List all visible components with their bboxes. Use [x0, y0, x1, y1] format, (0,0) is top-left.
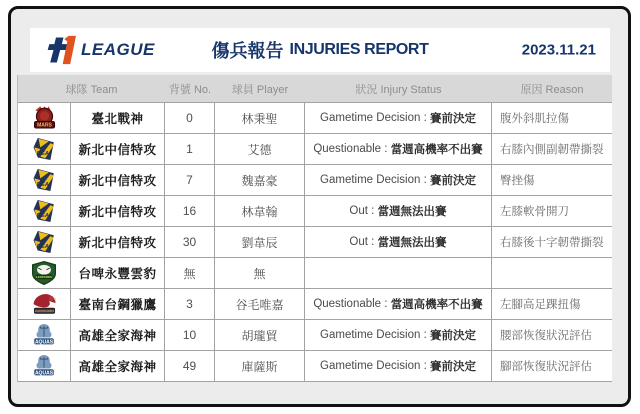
injury-status: Out : 當週無法出賽 [305, 196, 492, 226]
player-name: 林韋翰 [215, 196, 305, 226]
team-logo-cell [18, 165, 71, 195]
team-name: 新北中信特攻 [71, 196, 165, 226]
table-row [18, 351, 612, 382]
player-name: 劉韋辰 [215, 227, 305, 257]
player-name: 魏嘉豪 [215, 165, 305, 195]
svg-text:DEA: DEA [36, 181, 49, 188]
player-name: 胡瓏貿 [215, 320, 305, 350]
column-header-status: 狀況 Injury Status [355, 83, 442, 96]
team-name: 新北中信特攻 [71, 227, 165, 257]
jersey-number: 0 [165, 103, 215, 133]
svg-text:MARS: MARS [36, 122, 52, 129]
column-header-team: 球隊 Team [65, 83, 118, 96]
table-row [18, 103, 612, 134]
jersey-number: 16 [165, 196, 215, 226]
kaohsiung-aquas-logo-icon [31, 353, 57, 379]
taipei-mars-logo-icon [31, 105, 58, 131]
report-card [8, 6, 631, 407]
injury-reason: 臀挫傷 [500, 175, 535, 187]
table-row [18, 227, 612, 258]
taiwan-beer-leopards-logo-icon [31, 260, 57, 286]
column-header-no: 背號 No. [168, 83, 212, 96]
jersey-number: 1 [165, 134, 215, 164]
new-taipei-ctbc-dea-logo-icon [31, 167, 58, 193]
player-name: 艾德 [215, 134, 305, 164]
team-logo-cell [18, 227, 71, 257]
team-name: 高雄全家海神 [71, 320, 165, 350]
injury-reason: 腳部恢復狀況評估 [500, 361, 592, 373]
jersey-number: 7 [165, 165, 215, 195]
injury-reason [492, 258, 612, 288]
table-row [18, 258, 612, 289]
table-header-row [18, 75, 612, 103]
jersey-number: 無 [165, 258, 215, 288]
team-name: 新北中信特攻 [71, 134, 165, 164]
table-row [18, 134, 612, 165]
new-taipei-ctbc-dea-logo-icon [31, 198, 58, 224]
new-taipei-ctbc-dea-logo-icon [31, 136, 58, 162]
team-name: 高雄全家海神 [71, 351, 165, 381]
column-header-reason: 原因 Reason [520, 83, 584, 96]
table-row [18, 320, 612, 351]
report-header [30, 28, 610, 72]
team-logo-cell [18, 289, 71, 319]
player-name: 無 [215, 258, 305, 288]
kaohsiung-aquas-logo-icon [31, 322, 57, 348]
team-logo-cell [18, 320, 71, 350]
team-name: 臺北戰神 [71, 103, 165, 133]
t1-logo-icon [44, 35, 78, 65]
table-row [18, 289, 612, 320]
jersey-number: 49 [165, 351, 215, 381]
report-title-en: INJURIES REPORT [289, 41, 429, 58]
injuries-table [17, 75, 612, 382]
injury-reason: 腰部恢復狀況評估 [500, 330, 592, 342]
injury-reason: 左膝軟骨開刀 [500, 206, 569, 218]
svg-text:AQUAS: AQUAS [34, 370, 54, 377]
team-logo-cell [18, 351, 71, 381]
tainan-tsg-ghosthawks-logo-icon [31, 291, 58, 317]
team-logo-cell [18, 103, 71, 133]
jersey-number: 30 [165, 227, 215, 257]
injury-status: Gametime Decision : 賽前決定 [305, 103, 492, 133]
svg-text:DEA: DEA [36, 150, 49, 157]
injury-status: Gametime Decision : 賽前決定 [305, 320, 492, 350]
injury-status [305, 258, 492, 288]
svg-text:DEA: DEA [36, 212, 49, 219]
injury-reason: 左腳高足踝扭傷 [500, 299, 581, 311]
team-name: 台啤永豐雲豹 [71, 258, 165, 288]
injury-status: Questionable : 當週高機率不出賽 [305, 134, 492, 164]
jersey-number: 10 [165, 320, 215, 350]
player-name: 谷毛唯嘉 [215, 289, 305, 319]
report-date: 2023.11.21 [521, 41, 596, 59]
injury-status: Questionable : 當週高機率不出賽 [305, 289, 492, 319]
t1-league-brand [44, 35, 155, 65]
report-title-zh: 傷兵報告 [211, 41, 284, 61]
injury-reason: 右膝內側副韌帶撕裂 [500, 144, 604, 156]
svg-text:GHOSTHAWKS: GHOSTHAWKS [34, 310, 54, 314]
jersey-number: 3 [165, 289, 215, 319]
report-title [170, 28, 470, 72]
player-name: 庫薩斯 [215, 351, 305, 381]
column-header-player: 球員 Player [231, 83, 289, 96]
injury-reason: 右膝後十字韌帶撕裂 [500, 237, 604, 249]
new-taipei-ctbc-dea-logo-icon [31, 229, 58, 255]
team-name: 新北中信特攻 [71, 165, 165, 195]
injury-status: Gametime Decision : 賽前決定 [305, 351, 492, 381]
team-name: 臺南台鋼獵鷹 [71, 289, 165, 319]
svg-text:LEOPARDS: LEOPARDS [36, 275, 52, 280]
team-logo-cell [18, 196, 71, 226]
team-logo-cell [18, 134, 71, 164]
player-name: 林秉聖 [215, 103, 305, 133]
svg-text:DEA: DEA [36, 243, 49, 250]
svg-text:AQUAS: AQUAS [34, 339, 54, 346]
injury-status: Gametime Decision : 賽前決定 [305, 165, 492, 195]
injury-status: Out : 當週無法出賽 [305, 227, 492, 257]
brand-league-text: LEAGUE [81, 40, 155, 59]
team-logo-cell [18, 258, 71, 288]
injury-reason: 腹外斜肌拉傷 [500, 113, 569, 125]
table-row [18, 165, 612, 196]
table-row [18, 196, 612, 227]
